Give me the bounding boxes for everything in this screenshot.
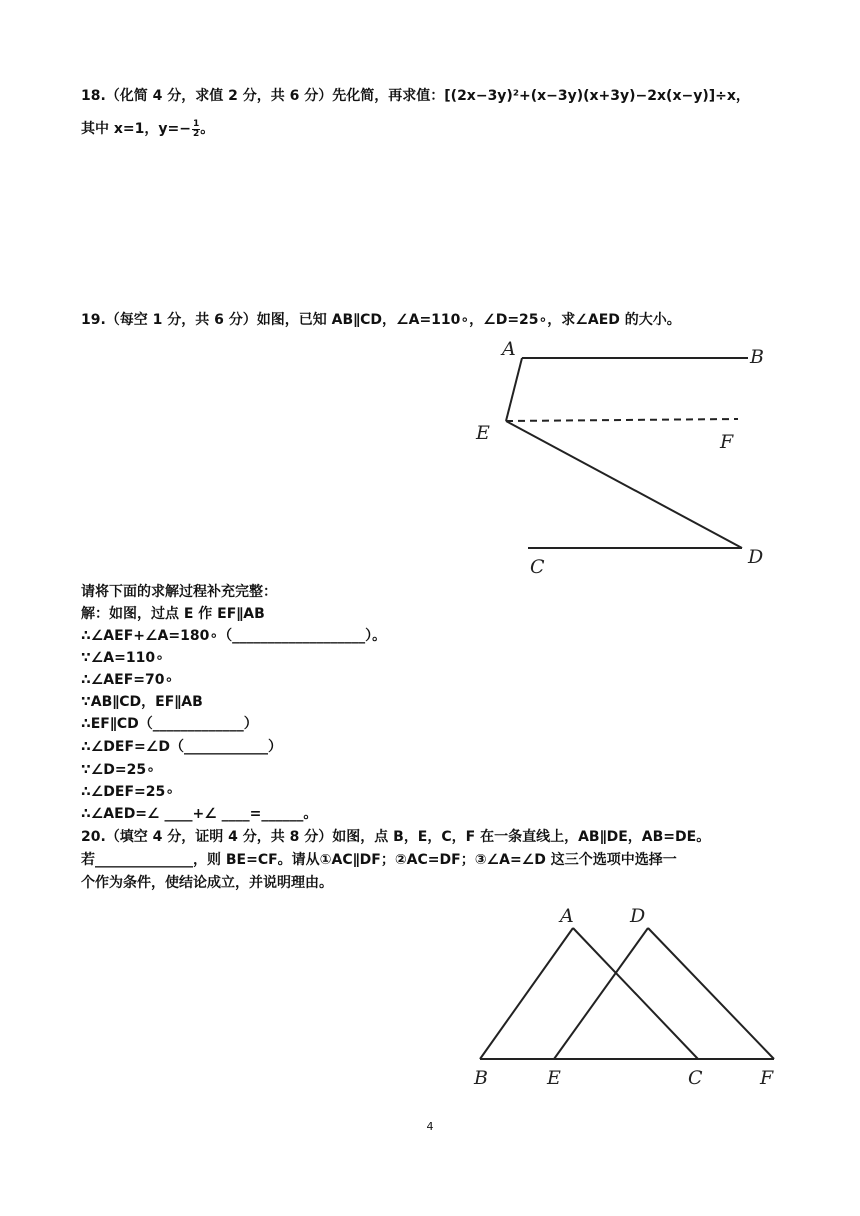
segment-ab bbox=[480, 928, 573, 1059]
q18-line-1: 18.（化简 4 分，求值 2 分，共 6 分）先化简，再求值：[(2x−3y)²+(x−3y)(x+3y)−2x(x−y)]÷x， bbox=[81, 88, 750, 104]
fraction-numerator: 1 bbox=[192, 118, 200, 129]
label-b: B bbox=[474, 1067, 488, 1089]
q19-title: 19.（每空 1 分，共 6 分）如图，已知 AB∥CD，∠A=110∘，∠D=25∘，求∠AED 的大小。 bbox=[81, 312, 681, 328]
label-c: C bbox=[688, 1067, 703, 1089]
q18-line-2-text: 其中 x=1，y=− bbox=[81, 121, 191, 137]
q20-line-2: 若______________，则 BE=CF。请从①AC∥DF；②AC=DF；③∠A=∠D 这三个选项中选择一 bbox=[81, 852, 677, 868]
label-f: F bbox=[760, 1067, 774, 1089]
segment-de bbox=[554, 928, 648, 1059]
fraction-denominator: 2 bbox=[192, 128, 200, 139]
q19-step-1: 解：如图，过点 E 作 EF∥AB bbox=[81, 606, 265, 622]
q18-line-2 bbox=[81, 119, 214, 139]
label-c: C bbox=[530, 556, 545, 578]
q19-step-2: ∴∠AEF+∠A=180∘（___________________）。 bbox=[81, 628, 387, 644]
fraction-one-half bbox=[192, 120, 200, 139]
label-e: E bbox=[547, 1067, 561, 1089]
label-e: E bbox=[476, 422, 490, 444]
q19-step-4: ∴∠AEF=70∘ bbox=[81, 672, 174, 688]
segment-ae bbox=[506, 358, 522, 421]
page-number: 4 bbox=[426, 1120, 434, 1133]
segment-ed bbox=[506, 421, 742, 548]
label-d: D bbox=[630, 905, 646, 927]
label-b: B bbox=[750, 346, 764, 368]
q19-figure bbox=[470, 335, 770, 585]
segment-ac bbox=[573, 928, 698, 1059]
q20-line-3: 个作为条件，使结论成立，并说明理由。 bbox=[81, 875, 333, 891]
q19-step-8: ∵∠D=25∘ bbox=[81, 762, 155, 778]
q20-line-1: 20.（填空 4 分，证明 4 分，共 8 分）如图，点 B，E，C，F 在一条直线上，AB∥DE，AB=DE。 bbox=[81, 829, 711, 845]
q19-instruction: 请将下面的求解过程补充完整： bbox=[81, 584, 277, 600]
q19-step-6: ∴EF∥CD（_____________） bbox=[81, 716, 258, 732]
q19-step-5: ∵AB∥CD，EF∥AB bbox=[81, 694, 203, 710]
q19-step-9: ∴∠DEF=25∘ bbox=[81, 784, 175, 800]
segment-df bbox=[648, 928, 774, 1059]
q20-figure bbox=[470, 900, 790, 1092]
q19-step-3: ∵∠A=110∘ bbox=[81, 650, 164, 666]
q19-step-7: ∴∠DEF=∠D（____________） bbox=[81, 739, 282, 755]
label-f: F bbox=[720, 431, 734, 453]
label-a: A bbox=[502, 338, 516, 360]
q19-step-10: ∴∠AED=∠ ____+∠ ____=______。 bbox=[81, 806, 318, 822]
label-a: A bbox=[560, 905, 574, 927]
label-d: D bbox=[748, 546, 764, 568]
segment-ef-dashed bbox=[506, 419, 738, 421]
q18-line-2-end: 。 bbox=[200, 121, 215, 137]
